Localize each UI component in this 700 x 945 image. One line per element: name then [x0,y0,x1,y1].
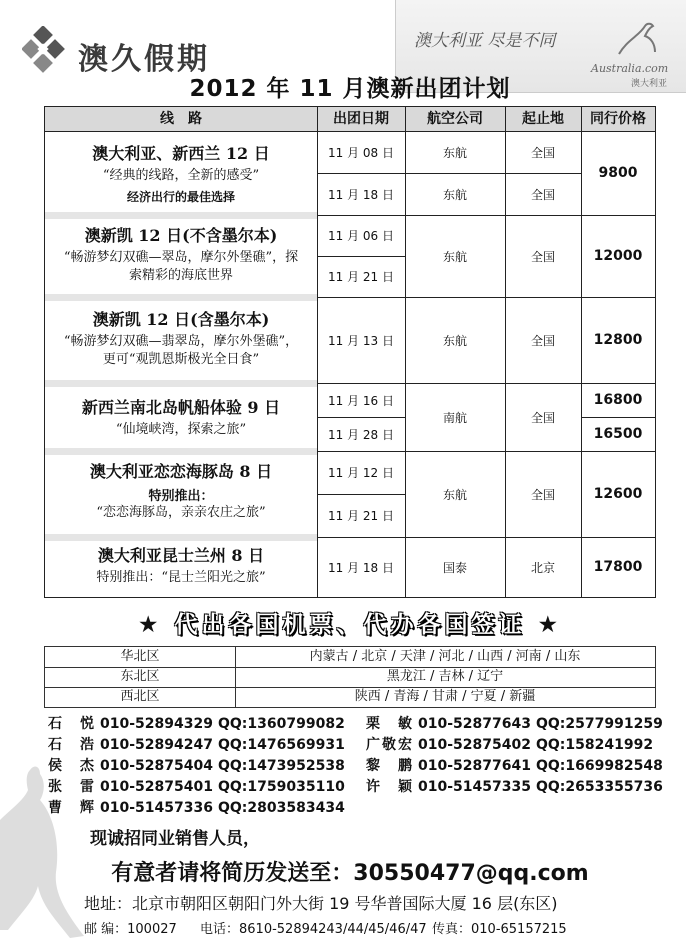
route-2-desc: “畅游梦幻双礁—翠岛，摩尔外堡礁”，探索精彩的海底世界 [63,250,299,283]
contact-qq: QQ:2653355736 [536,779,663,795]
route-6 [45,543,317,587]
route-6-date: 11 月 18 日 [328,560,394,575]
contact-name: 许 颖 [366,779,414,795]
postcode: 邮 编：100027 [84,922,177,937]
route-3 [45,307,317,369]
region-name: 华北区 [120,649,160,664]
route-1-airline-1: 东航 [442,145,467,160]
contact-qq: QQ:158241992 [536,737,654,753]
contact-qq: QQ:1759035110 [218,779,345,795]
region-provinces: 黑龙江 / 吉林 / 辽宁 [386,669,504,684]
contact-phone: 010-52894247 [100,737,213,753]
contact-name: 曹 辉 [48,800,96,816]
region-row [45,667,655,687]
region-name: 西北区 [120,689,160,704]
route-1-name: 澳大利亚、新西兰 12 日 [92,144,270,163]
contact-name: 广敬宏 [366,737,414,753]
contact-qq: QQ:1473952538 [218,758,345,774]
contact-name: 侯 杰 [48,758,96,774]
route-2-price: 12000 [593,248,643,264]
route-2-date-2: 11 月 21 日 [328,270,394,284]
office-phone: 电话：8610-52894243/44/45/46/47 [200,922,427,937]
kangaroo-logo-icon [611,20,661,60]
region-provinces: 内蒙古 / 北京 / 天津 / 河北 / 山西 / 河南 / 山东 [309,649,581,664]
contact-phone: 010-51457335 [418,779,531,795]
contact-qq: QQ:1669982548 [536,758,663,774]
star-icon: ★ [537,612,563,638]
route-3-airline: 东航 [442,333,467,348]
route-4-airline: 南航 [442,410,467,425]
route-5-date-2: 11 月 21 日 [328,509,394,523]
route-2-name: 澳新凯 12 日(不含墨尔本) [84,226,278,245]
route-2-city: 全国 [530,249,555,264]
header-price: 同行价格 [581,107,655,131]
slogan-text: 澳大利亚 尽是不同 [414,31,556,51]
contact-name: 黎 鹏 [366,758,414,774]
contact-phone: 010-51457336 [100,800,213,816]
contact-name: 栗 敏 [366,716,414,732]
route-5-desc-prefix: 特别推出： [148,489,214,504]
route-3-price: 12800 [593,332,643,348]
route-4-desc: “仙境峡湾，探索之旅” [115,422,247,437]
route-3-city: 全国 [530,333,555,348]
star-icon: ★ [137,612,163,638]
recruit-text: 现诚招同业销售人员， [90,829,260,849]
contact-name: 石 浩 [48,737,96,753]
contact-phone: 010-52894329 [100,716,213,732]
contact-row [48,735,345,755]
route-5 [45,459,317,522]
contact-qq: QQ:1360799082 [218,716,345,732]
contact-row [48,798,345,818]
route-1 [45,141,317,205]
contact-row [48,714,345,734]
header-route: 线 路 [45,107,317,131]
route-2-airline: 东航 [442,249,467,264]
contact-row [366,756,663,776]
route-3-date: 11 月 13 日 [328,333,394,348]
route-4-date-1: 11 月 16 日 [328,393,394,408]
route-5-desc: “恋恋海豚岛，亲亲农庄之旅” [96,505,266,520]
contact-qq: QQ:1476569931 [218,737,345,753]
route-4-price-1: 16800 [593,392,643,408]
route-4-city: 全国 [530,410,555,425]
route-5-date-1: 11 月 12 日 [328,466,394,480]
route-4-name: 新西兰南北岛帆船体验 9 日 [81,398,281,417]
contact-qq: QQ:2577991259 [536,716,663,732]
route-6-desc: 特别推出：“昆士兰阳光之旅” [96,570,266,585]
route-1-date-1: 11 月 08 日 [328,145,394,160]
route-3-desc: “畅游梦幻双礁—翡翠岛，摩尔外堡礁”，更可“观凯恩斯极光全日食” [63,334,299,367]
route-6-city: 北京 [530,560,555,575]
contact-row [48,777,345,797]
region-table [44,646,656,708]
route-2 [45,223,317,285]
route-3-name: 澳新凯 12 日(含墨尔本) [92,310,270,329]
route-5-price: 12600 [593,486,643,502]
contact-phone: 010-52875401 [100,779,213,795]
route-4-price-2: 16500 [593,426,643,442]
route-6-price: 17800 [593,559,643,575]
contact-row [48,756,345,776]
route-1-city-1: 全国 [530,145,555,160]
send-cv-text: 有意者请将简历发送至：30550477@qq.com [111,861,589,886]
contact-qq: QQ:2803583434 [218,800,345,816]
contact-row [366,714,663,734]
route-1-note: 经济出行的最佳选择 [126,190,235,204]
route-5-name: 澳大利亚恋恋海豚岛 8 日 [89,462,273,481]
route-1-price: 9800 [598,165,638,181]
route-5-airline: 东航 [442,487,467,502]
contact-phone: 010-52875404 [100,758,213,774]
contact-row [366,777,663,797]
contact-phone: 010-52877641 [418,758,531,774]
logo-text: 澳久假期 [78,42,210,77]
contact-phone: 010-52875402 [418,737,531,753]
route-1-city-2: 全国 [530,187,555,202]
contact-name: 石 悦 [48,716,96,732]
banner-text: 代出各国机票、代办各国签证 [174,612,526,638]
region-provinces: 陕西 / 青海 / 甘肃 / 宁夏 / 新疆 [354,689,536,704]
route-5-city: 全国 [530,487,555,502]
route-6-name: 澳大利亚昆士兰州 8 日 [97,546,265,565]
header-date: 出团日期 [317,107,405,131]
contact-phone: 010-52877643 [418,716,531,732]
page-title: 2012 年 11 月澳新出团计划 [189,76,511,102]
header-airline: 航空公司 [405,107,505,131]
fax: 传真：010-65157215 [432,922,567,937]
region-row [45,647,655,667]
route-1-date-2: 11 月 18 日 [328,187,394,202]
route-4 [45,395,317,439]
australia-cn-sub: 澳大利亚 [631,79,668,89]
header-city: 起止地 [505,107,581,131]
contact-name: 张 雷 [48,779,96,795]
australia-url: Australia.com [591,62,669,75]
contact-row [366,735,654,755]
schedule-table [44,106,656,598]
route-4-date-2: 11 月 28 日 [328,427,394,442]
route-1-airline-2: 东航 [442,187,467,202]
route-1-desc: “经典的线路，全新的感受” [102,168,260,183]
address: 地址：北京市朝阳区朝阳门外大街 19 号华普国际大厦 16 层(东区) [84,894,558,913]
service-banner [0,606,700,639]
route-6-airline: 国泰 [442,560,467,575]
region-name: 东北区 [120,669,160,684]
region-row [45,687,655,707]
route-2-date-1: 11 月 06 日 [328,229,394,243]
